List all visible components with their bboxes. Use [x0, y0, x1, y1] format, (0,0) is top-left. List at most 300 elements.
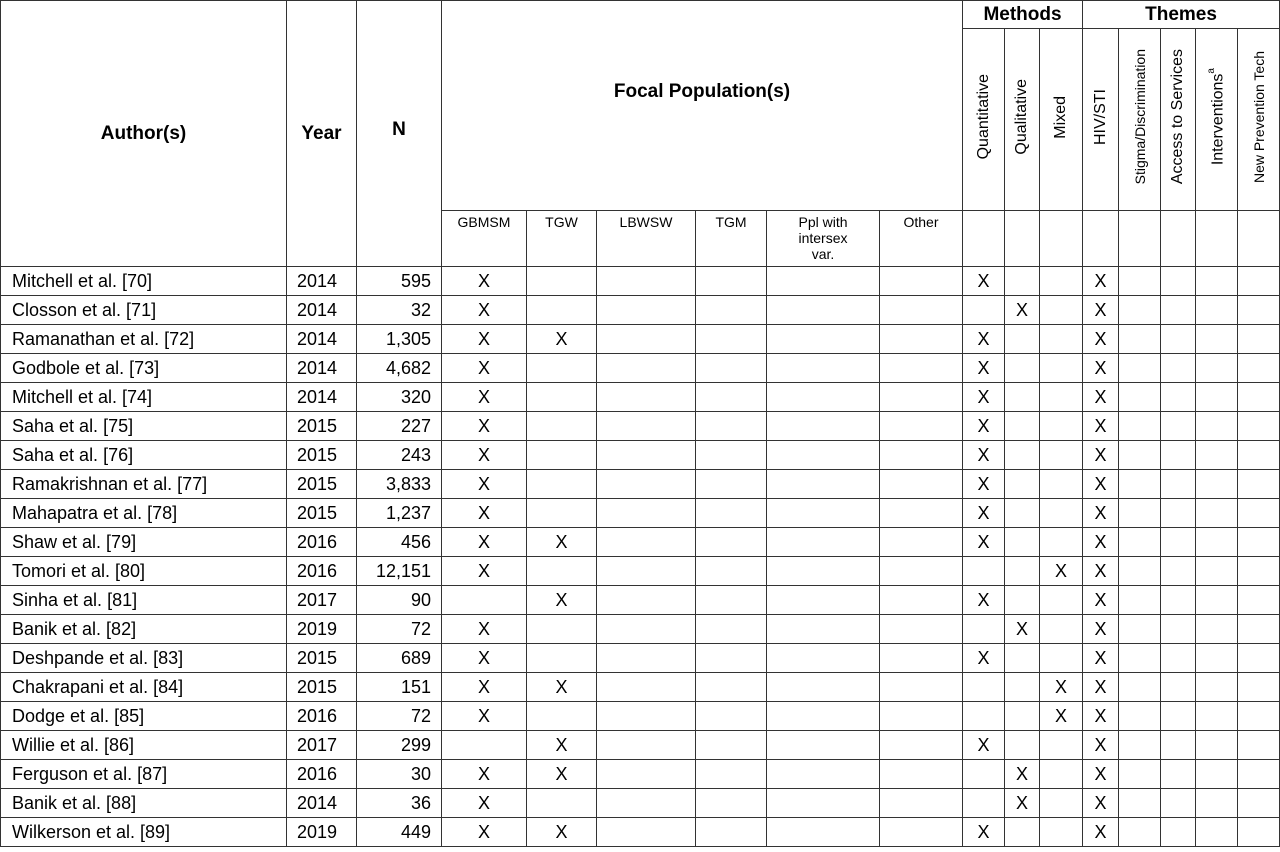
- mark-cell-new-prevention-tech: [1238, 702, 1280, 731]
- mark-cell-interventions: [1196, 586, 1238, 615]
- mark-cell-hiv-sti: X: [1083, 673, 1119, 702]
- table-row: [1, 267, 1280, 296]
- mark-cell-interventions: [1196, 354, 1238, 383]
- mark-cell-lbwsw: [597, 325, 696, 354]
- mark-cell-intersex: [767, 528, 880, 557]
- mark-cell-quantitative: [963, 702, 1005, 731]
- mark-cell-tgw: X: [527, 528, 597, 557]
- mark-cell-stigma: [1119, 615, 1161, 644]
- mark-cell-interventions: [1196, 528, 1238, 557]
- mark-cell-interventions: [1196, 267, 1238, 296]
- year-cell: 2015: [287, 644, 357, 673]
- mark-cell-lbwsw: [597, 615, 696, 644]
- author-cell: Godbole et al. [73]: [1, 354, 287, 383]
- mark-cell-other: [880, 615, 963, 644]
- mark-cell-tgm: [696, 412, 767, 441]
- mark-cell-lbwsw: [597, 412, 696, 441]
- author-cell: Banik et al. [82]: [1, 615, 287, 644]
- mark-cell-new-prevention-tech: [1238, 325, 1280, 354]
- mark-cell-hiv-sti: X: [1083, 702, 1119, 731]
- mark-cell-hiv-sti: X: [1083, 557, 1119, 586]
- mark-cell-new-prevention-tech: [1238, 354, 1280, 383]
- n-cell: 12,151: [357, 557, 442, 586]
- mark-cell-mixed: [1040, 412, 1083, 441]
- mark-cell-other: [880, 760, 963, 789]
- mark-cell-lbwsw: [597, 499, 696, 528]
- mark-cell-tgw: X: [527, 818, 597, 847]
- author-cell: Mahapatra et al. [78]: [1, 499, 287, 528]
- mark-cell-gbmsm: [442, 586, 527, 615]
- author-cell: Wilkerson et al. [89]: [1, 818, 287, 847]
- mark-cell-quantitative: [963, 615, 1005, 644]
- mark-cell-other: [880, 499, 963, 528]
- n-cell: 30: [357, 760, 442, 789]
- theme-stigma-header: Stigma/Discrimination: [1119, 29, 1161, 211]
- mark-cell-gbmsm: X: [442, 760, 527, 789]
- mark-cell-tgw: X: [527, 325, 597, 354]
- mark-cell-tgm: [696, 499, 767, 528]
- mark-cell-lbwsw: [597, 557, 696, 586]
- theme-hiv-sti-header: HIV/STI: [1083, 29, 1119, 211]
- mark-cell-mixed: [1040, 470, 1083, 499]
- table-row: [1, 441, 1280, 470]
- mark-cell-tgm: [696, 557, 767, 586]
- focal-other-header: Other: [880, 211, 963, 267]
- mark-cell-gbmsm: X: [442, 441, 527, 470]
- focal-gbmsm-header: GBMSM: [442, 211, 527, 267]
- n-cell: 243: [357, 441, 442, 470]
- mark-cell-other: [880, 296, 963, 325]
- mark-cell-hiv-sti: X: [1083, 325, 1119, 354]
- mark-cell-quantitative: X: [963, 528, 1005, 557]
- mark-cell-new-prevention-tech: [1238, 760, 1280, 789]
- mark-cell-access: [1161, 267, 1196, 296]
- mark-cell-gbmsm: X: [442, 557, 527, 586]
- mark-cell-access: [1161, 586, 1196, 615]
- mark-cell-qualitative: [1005, 702, 1040, 731]
- mark-cell-lbwsw: [597, 470, 696, 499]
- mark-cell-stigma: [1119, 673, 1161, 702]
- n-cell: 1,237: [357, 499, 442, 528]
- mark-cell-interventions: [1196, 760, 1238, 789]
- mark-cell-quantitative: X: [963, 325, 1005, 354]
- mark-cell-access: [1161, 673, 1196, 702]
- methods-mixed-header: Mixed: [1040, 29, 1083, 211]
- table-row: [1, 470, 1280, 499]
- mark-cell-interventions: [1196, 644, 1238, 673]
- mark-cell-tgw: [527, 267, 597, 296]
- mark-cell-tgm: [696, 644, 767, 673]
- mark-cell-gbmsm: X: [442, 818, 527, 847]
- mark-cell-other: [880, 267, 963, 296]
- mark-cell-tgm: [696, 615, 767, 644]
- mark-cell-lbwsw: [597, 731, 696, 760]
- table-row: [1, 673, 1280, 702]
- mark-cell-mixed: [1040, 296, 1083, 325]
- mark-cell-interventions: [1196, 499, 1238, 528]
- mark-cell-stigma: [1119, 383, 1161, 412]
- mark-cell-new-prevention-tech: [1238, 731, 1280, 760]
- mark-cell-qualitative: X: [1005, 296, 1040, 325]
- mark-cell-mixed: [1040, 528, 1083, 557]
- mark-cell-stigma: [1119, 412, 1161, 441]
- mark-cell-access: [1161, 470, 1196, 499]
- mark-cell-access: [1161, 789, 1196, 818]
- mark-cell-hiv-sti: X: [1083, 267, 1119, 296]
- n-cell: 456: [357, 528, 442, 557]
- mark-cell-quantitative: [963, 760, 1005, 789]
- mark-cell-qualitative: [1005, 818, 1040, 847]
- author-cell: Deshpande et al. [83]: [1, 644, 287, 673]
- mark-cell-mixed: [1040, 644, 1083, 673]
- author-cell: Ramanathan et al. [72]: [1, 325, 287, 354]
- mark-cell-tgm: [696, 296, 767, 325]
- mark-cell-tgw: X: [527, 673, 597, 702]
- mark-cell-tgw: [527, 354, 597, 383]
- table-row: [1, 760, 1280, 789]
- mark-cell-tgw: X: [527, 586, 597, 615]
- mark-cell-intersex: [767, 818, 880, 847]
- mark-cell-access: [1161, 557, 1196, 586]
- year-cell: 2015: [287, 499, 357, 528]
- table-row: [1, 557, 1280, 586]
- author-cell: Shaw et al. [79]: [1, 528, 287, 557]
- table-row: [1, 702, 1280, 731]
- mark-cell-stigma: [1119, 702, 1161, 731]
- year-cell: 2016: [287, 557, 357, 586]
- mark-cell-mixed: [1040, 731, 1083, 760]
- mark-cell-gbmsm: X: [442, 267, 527, 296]
- year-cell: 2014: [287, 296, 357, 325]
- mark-cell-quantitative: X: [963, 267, 1005, 296]
- mark-cell-tgw: [527, 644, 597, 673]
- mark-cell-hiv-sti: X: [1083, 354, 1119, 383]
- n-cell: 449: [357, 818, 442, 847]
- mark-cell-new-prevention-tech: [1238, 615, 1280, 644]
- mark-cell-tgm: [696, 731, 767, 760]
- mark-cell-qualitative: [1005, 267, 1040, 296]
- mark-cell-other: [880, 383, 963, 412]
- mark-cell-intersex: [767, 586, 880, 615]
- mark-cell-qualitative: [1005, 383, 1040, 412]
- mark-cell-lbwsw: [597, 528, 696, 557]
- mark-cell-interventions: [1196, 325, 1238, 354]
- mark-cell-gbmsm: X: [442, 354, 527, 383]
- mark-cell-qualitative: X: [1005, 760, 1040, 789]
- mark-cell-qualitative: [1005, 499, 1040, 528]
- mark-cell-new-prevention-tech: [1238, 441, 1280, 470]
- mark-cell-lbwsw: [597, 354, 696, 383]
- mark-cell-other: [880, 731, 963, 760]
- year-cell: 2014: [287, 354, 357, 383]
- mark-cell-qualitative: [1005, 644, 1040, 673]
- mark-cell-qualitative: [1005, 731, 1040, 760]
- author-cell: Saha et al. [75]: [1, 412, 287, 441]
- mark-cell-interventions: [1196, 818, 1238, 847]
- mark-cell-lbwsw: [597, 267, 696, 296]
- mark-cell-mixed: [1040, 499, 1083, 528]
- mark-cell-mixed: [1040, 818, 1083, 847]
- mark-cell-access: [1161, 528, 1196, 557]
- mark-cell-new-prevention-tech: [1238, 673, 1280, 702]
- mark-cell-other: [880, 586, 963, 615]
- mark-cell-tgm: [696, 586, 767, 615]
- mark-cell-new-prevention-tech: [1238, 412, 1280, 441]
- mark-cell-mixed: [1040, 789, 1083, 818]
- mark-cell-stigma: [1119, 499, 1161, 528]
- mark-cell-tgw: [527, 615, 597, 644]
- mark-cell-interventions: [1196, 470, 1238, 499]
- mark-cell-new-prevention-tech: [1238, 789, 1280, 818]
- mark-cell-interventions: [1196, 412, 1238, 441]
- mark-cell-quantitative: X: [963, 499, 1005, 528]
- mark-cell-qualitative: [1005, 470, 1040, 499]
- mark-cell-intersex: [767, 789, 880, 818]
- mark-cell-qualitative: [1005, 673, 1040, 702]
- mark-cell-access: [1161, 499, 1196, 528]
- mark-cell-other: [880, 441, 963, 470]
- blank-header-cell: [1119, 211, 1161, 267]
- mark-cell-access: [1161, 441, 1196, 470]
- mark-cell-access: [1161, 383, 1196, 412]
- mark-cell-hiv-sti: X: [1083, 470, 1119, 499]
- year-header: Year: [287, 1, 357, 267]
- mark-cell-gbmsm: X: [442, 702, 527, 731]
- blank-header-cell: [963, 211, 1005, 267]
- mark-cell-access: [1161, 412, 1196, 441]
- mark-cell-quantitative: X: [963, 470, 1005, 499]
- mark-cell-tgm: [696, 789, 767, 818]
- mark-cell-tgw: [527, 412, 597, 441]
- mark-cell-gbmsm: X: [442, 499, 527, 528]
- mark-cell-gbmsm: X: [442, 673, 527, 702]
- mark-cell-quantitative: [963, 789, 1005, 818]
- mark-cell-tgw: [527, 441, 597, 470]
- mark-cell-lbwsw: [597, 441, 696, 470]
- author-cell: Banik et al. [88]: [1, 789, 287, 818]
- mark-cell-quantitative: X: [963, 383, 1005, 412]
- mark-cell-intersex: [767, 296, 880, 325]
- theme-new-prevention-tech-header: New Prevention Tech: [1238, 29, 1280, 211]
- mark-cell-hiv-sti: X: [1083, 818, 1119, 847]
- table-row: [1, 325, 1280, 354]
- mark-cell-stigma: [1119, 731, 1161, 760]
- mark-cell-quantitative: X: [963, 731, 1005, 760]
- mark-cell-tgw: [527, 499, 597, 528]
- author-header: Author(s): [1, 1, 287, 267]
- methods-header: Methods: [963, 1, 1083, 29]
- blank-header-cell: [1040, 211, 1083, 267]
- mark-cell-hiv-sti: X: [1083, 789, 1119, 818]
- mark-cell-quantitative: X: [963, 354, 1005, 383]
- year-cell: 2014: [287, 789, 357, 818]
- mark-cell-quantitative: [963, 673, 1005, 702]
- mark-cell-other: [880, 557, 963, 586]
- mark-cell-mixed: X: [1040, 557, 1083, 586]
- mark-cell-stigma: [1119, 267, 1161, 296]
- mark-cell-intersex: [767, 267, 880, 296]
- mark-cell-qualitative: [1005, 586, 1040, 615]
- mark-cell-access: [1161, 702, 1196, 731]
- n-cell: 32: [357, 296, 442, 325]
- mark-cell-intersex: [767, 499, 880, 528]
- mark-cell-other: [880, 325, 963, 354]
- table-row: [1, 818, 1280, 847]
- table-row: [1, 383, 1280, 412]
- mark-cell-lbwsw: [597, 383, 696, 412]
- mark-cell-tgm: [696, 441, 767, 470]
- year-cell: 2016: [287, 528, 357, 557]
- mark-cell-intersex: [767, 644, 880, 673]
- table-row: [1, 412, 1280, 441]
- methods-qualitative-header: Qualitative: [1005, 29, 1040, 211]
- mark-cell-stigma: [1119, 644, 1161, 673]
- blank-header-cell: [1083, 211, 1119, 267]
- mark-cell-qualitative: [1005, 325, 1040, 354]
- mark-cell-tgw: [527, 557, 597, 586]
- mark-cell-new-prevention-tech: [1238, 499, 1280, 528]
- mark-cell-mixed: [1040, 760, 1083, 789]
- blank-header-cell: [1238, 211, 1280, 267]
- n-cell: 227: [357, 412, 442, 441]
- table-row: [1, 731, 1280, 760]
- mark-cell-interventions: [1196, 615, 1238, 644]
- mark-cell-mixed: [1040, 383, 1083, 412]
- mark-cell-gbmsm: X: [442, 528, 527, 557]
- mark-cell-qualitative: [1005, 557, 1040, 586]
- year-cell: 2017: [287, 731, 357, 760]
- mark-cell-mixed: X: [1040, 673, 1083, 702]
- mark-cell-access: [1161, 760, 1196, 789]
- mark-cell-intersex: [767, 731, 880, 760]
- blank-header-cell: [1161, 211, 1196, 267]
- mark-cell-tgw: [527, 383, 597, 412]
- mark-cell-quantitative: X: [963, 586, 1005, 615]
- mark-cell-tgw: X: [527, 731, 597, 760]
- focal-lbwsw-header: LBWSW: [597, 211, 696, 267]
- mark-cell-stigma: [1119, 354, 1161, 383]
- mark-cell-hiv-sti: X: [1083, 499, 1119, 528]
- table-row: [1, 354, 1280, 383]
- focal-tgw-header: TGW: [527, 211, 597, 267]
- year-cell: 2016: [287, 760, 357, 789]
- mark-cell-hiv-sti: X: [1083, 412, 1119, 441]
- mark-cell-gbmsm: X: [442, 412, 527, 441]
- author-cell: Tomori et al. [80]: [1, 557, 287, 586]
- n-cell: 90: [357, 586, 442, 615]
- mark-cell-hiv-sti: X: [1083, 296, 1119, 325]
- mark-cell-tgw: [527, 296, 597, 325]
- year-cell: 2014: [287, 383, 357, 412]
- n-cell: 1,305: [357, 325, 442, 354]
- mark-cell-intersex: [767, 325, 880, 354]
- mark-cell-other: [880, 354, 963, 383]
- author-cell: Mitchell et al. [74]: [1, 383, 287, 412]
- mark-cell-mixed: [1040, 586, 1083, 615]
- mark-cell-tgm: [696, 760, 767, 789]
- n-cell: 72: [357, 615, 442, 644]
- mark-cell-gbmsm: X: [442, 383, 527, 412]
- mark-cell-access: [1161, 354, 1196, 383]
- table-row: [1, 789, 1280, 818]
- theme-access-header: Access to Services: [1161, 29, 1196, 211]
- mark-cell-lbwsw: [597, 760, 696, 789]
- mark-cell-quantitative: [963, 296, 1005, 325]
- table-row: [1, 296, 1280, 325]
- mark-cell-access: [1161, 644, 1196, 673]
- interventions-footnote-marker: a: [1205, 68, 1217, 74]
- year-cell: 2019: [287, 818, 357, 847]
- mark-cell-interventions: [1196, 296, 1238, 325]
- mark-cell-other: [880, 673, 963, 702]
- mark-cell-interventions: [1196, 702, 1238, 731]
- mark-cell-interventions: [1196, 731, 1238, 760]
- author-cell: Ramakrishnan et al. [77]: [1, 470, 287, 499]
- mark-cell-stigma: [1119, 818, 1161, 847]
- mark-cell-tgm: [696, 702, 767, 731]
- mark-cell-other: [880, 644, 963, 673]
- mark-cell-access: [1161, 296, 1196, 325]
- mark-cell-hiv-sti: X: [1083, 383, 1119, 412]
- mark-cell-gbmsm: X: [442, 470, 527, 499]
- mark-cell-hiv-sti: X: [1083, 528, 1119, 557]
- n-cell: 595: [357, 267, 442, 296]
- mark-cell-lbwsw: [597, 296, 696, 325]
- n-cell: 151: [357, 673, 442, 702]
- mark-cell-new-prevention-tech: [1238, 383, 1280, 412]
- theme-interventions-header: Interventions$^a$: [1196, 29, 1238, 211]
- mark-cell-intersex: [767, 354, 880, 383]
- mark-cell-quantitative: [963, 557, 1005, 586]
- n-cell: 689: [357, 644, 442, 673]
- mark-cell-lbwsw: [597, 644, 696, 673]
- mark-cell-stigma: [1119, 760, 1161, 789]
- year-cell: 2015: [287, 412, 357, 441]
- mark-cell-gbmsm: X: [442, 296, 527, 325]
- mark-cell-stigma: [1119, 528, 1161, 557]
- mark-cell-mixed: [1040, 267, 1083, 296]
- mark-cell-qualitative: [1005, 354, 1040, 383]
- mark-cell-other: [880, 470, 963, 499]
- mark-cell-quantitative: X: [963, 818, 1005, 847]
- mark-cell-tgm: [696, 267, 767, 296]
- mark-cell-interventions: [1196, 673, 1238, 702]
- mark-cell-gbmsm: X: [442, 789, 527, 818]
- mark-cell-stigma: [1119, 470, 1161, 499]
- mark-cell-qualitative: [1005, 528, 1040, 557]
- n-cell: 36: [357, 789, 442, 818]
- mark-cell-qualitative: [1005, 441, 1040, 470]
- mark-cell-hiv-sti: X: [1083, 760, 1119, 789]
- mark-cell-new-prevention-tech: [1238, 528, 1280, 557]
- mark-cell-hiv-sti: X: [1083, 731, 1119, 760]
- n-cell: 299: [357, 731, 442, 760]
- methods-quantitative-header: Quantitative: [963, 29, 1005, 211]
- mark-cell-mixed: [1040, 441, 1083, 470]
- mark-cell-stigma: [1119, 325, 1161, 354]
- table-body: [1, 267, 1280, 847]
- author-cell: Saha et al. [76]: [1, 441, 287, 470]
- mark-cell-lbwsw: [597, 673, 696, 702]
- mark-cell-new-prevention-tech: [1238, 644, 1280, 673]
- mark-cell-hiv-sti: X: [1083, 615, 1119, 644]
- mark-cell-interventions: [1196, 383, 1238, 412]
- mark-cell-new-prevention-tech: [1238, 557, 1280, 586]
- mark-cell-access: [1161, 731, 1196, 760]
- mark-cell-intersex: [767, 412, 880, 441]
- mark-cell-quantitative: X: [963, 441, 1005, 470]
- author-cell: Dodge et al. [85]: [1, 702, 287, 731]
